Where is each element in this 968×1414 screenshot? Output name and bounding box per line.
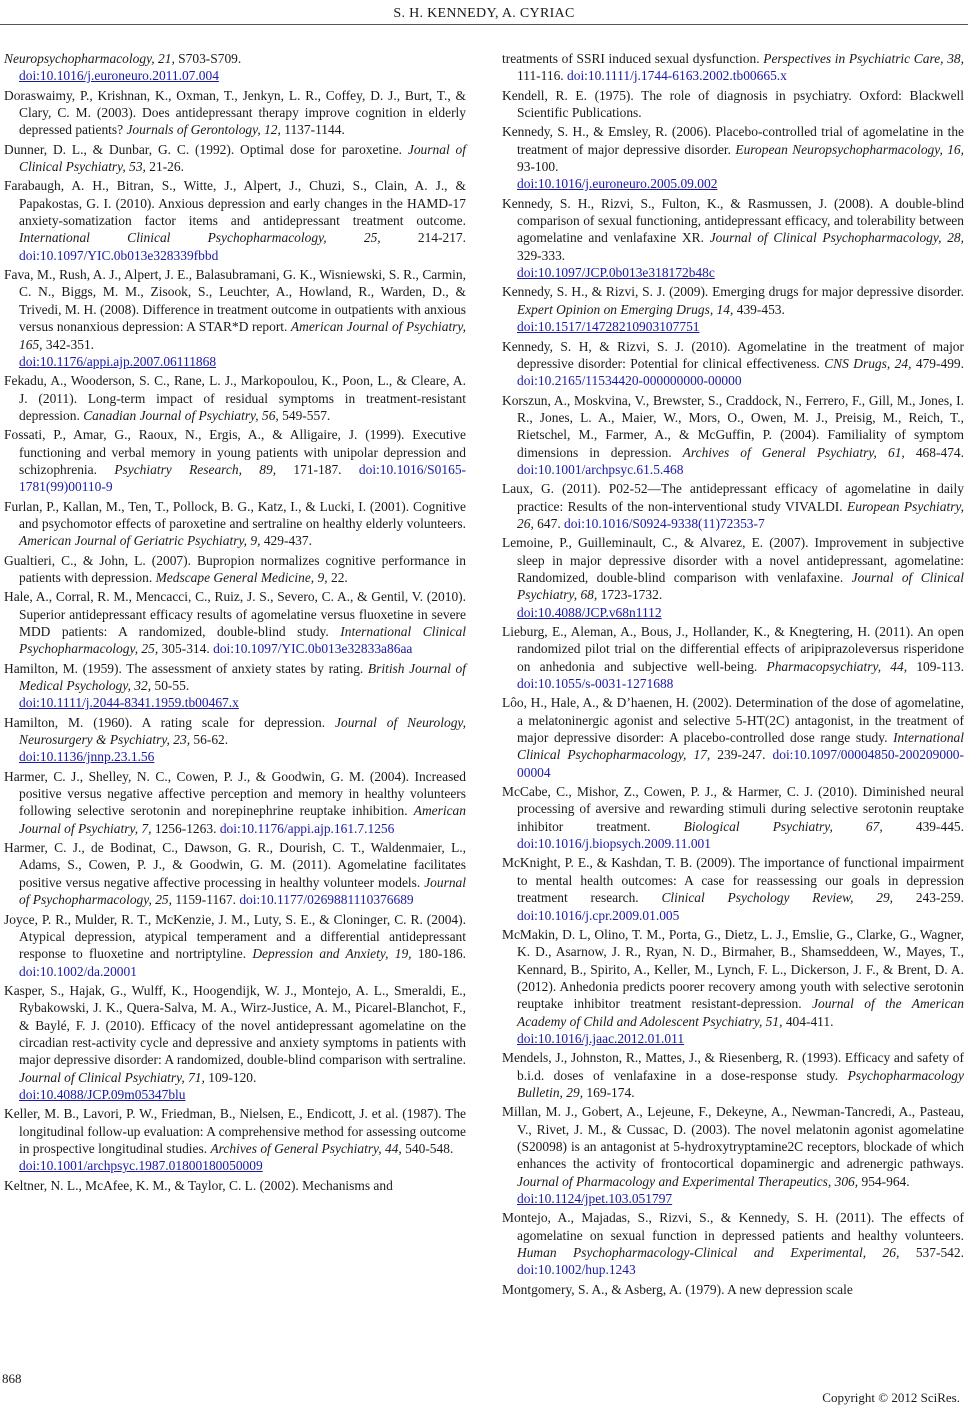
reference-journal: Biological Psychiatry, 67,: [683, 818, 883, 834]
reference-pages: 329-333.: [517, 247, 566, 263]
reference-journal: European Neuropsychopharmacology, 16,: [735, 141, 964, 157]
reference-journal: Pharmacopsychiatry, 44,: [766, 658, 908, 674]
reference-pages: 479-499.: [911, 355, 964, 371]
reference-entry: [4, 660, 466, 712]
reference-pages: 342-351.: [42, 336, 95, 352]
reference-entry: [4, 177, 466, 264]
reference-text: Hamilton, M. (1960). A rating scale for depression.: [4, 714, 336, 730]
reference-entry: [502, 694, 964, 781]
doi-link[interactable]: doi:10.1002/hup.1243: [517, 1262, 636, 1278]
doi-link[interactable]: doi:10.1097/JCP.0b013e318172b48c: [517, 265, 715, 281]
reference-entry: [502, 283, 964, 335]
reference-journal: Journal of Clinical Psychiatry, 53,: [19, 141, 466, 175]
reference-pages: 1723-1732.: [597, 587, 663, 603]
reference-entry: [4, 839, 466, 908]
reference-text: Gualtieri, C., & John, L. (2007). Bupropion normalizes cognitive performance in patients with depression.: [4, 552, 466, 585]
reference-entry: [502, 783, 964, 852]
reference-text: Lemoine, P., Guilleminault, C., & Alvarez, E. (2007). Improvement in subjective sleep in major depressive disorder with a novel antidepressant, agomelatine: Randomized, double-blind comparison with venlafaxine.: [502, 535, 964, 585]
reference-journal: American Journal of Geriatric Psychiatry, 9,: [19, 533, 261, 549]
reference-text: Kennedy, S. H, & Rizvi, S. J. (2010). Agomelatine in the treatment of major depressive disorder: Potential for clinical effectiveness.: [502, 338, 964, 371]
reference-text: Furlan, P., Kallan, M., Ten, T., Pollock, B. G., Katz, I., & Lucki, I. (2001). Cognitive and psychomotor effects of paroxetine and sertraline on healthy elderly volunteers.: [4, 498, 466, 531]
reference-journal: Perspectives in Psychiatric Care, 38,: [763, 51, 964, 66]
reference-pages: 647.: [533, 515, 565, 531]
doi-line: [517, 264, 964, 281]
doi-link[interactable]: doi:10.1177/0269881110376689: [239, 892, 414, 908]
reference-pages: 549-557.: [278, 407, 331, 423]
reference-journal: Journal of Neurology, Neurosurgery & Psychiatry, 23,: [19, 714, 466, 748]
reference-entry: [4, 982, 466, 1103]
doi-line: [19, 353, 466, 370]
reference-pages: 305-314.: [158, 641, 214, 657]
doi-line: [517, 175, 964, 192]
reference-journal: Depression and Anxiety, 19,: [252, 946, 412, 962]
reference-pages: 1256-1263.: [151, 820, 220, 836]
reference-journal: Journal of Pharmacology and Experimental Therapeutics, 306,: [517, 1173, 859, 1189]
reference-pages: 109-120.: [204, 1069, 257, 1085]
reference-text: McKnight, P. E., & Kashdan, T. B. (2009). The importance of functional impairment to mental health outcomes: A case for reassessing our goals in depression treatment research.: [502, 855, 964, 906]
doi-link[interactable]: doi:10.1517/14728210903107751: [517, 319, 700, 335]
doi-line: [19, 694, 466, 711]
reference-text: Dunner, D. L., & Dunbar, G. C. (1992). Optimal dose for paroxetine.: [4, 141, 408, 157]
reference-text: Fekadu, A., Wooderson, S. C., Rane, L. J., Markopoulou, K., Poon, L., & Cleare, A. J. (2011). Long-term impact of residual symptoms in treatment-resistant depression.: [4, 373, 466, 423]
reference-entry: [502, 87, 964, 122]
reference-entry: [502, 195, 964, 282]
reference-text: Kennedy, S. H., & Emsley, R. (2006). Placebo-controlled trial of agomelatine in the treatment of major depressive disorder.: [502, 124, 964, 157]
header-rule: [0, 24, 968, 25]
doi-line: [517, 1190, 964, 1207]
reference-journal: Archives of General Psychiatry, 44,: [210, 1140, 402, 1156]
reference-journal: Archives of General Psychiatry, 61,: [682, 444, 905, 460]
reference-journal: CNS Drugs, 24,: [824, 355, 912, 371]
reference-pages: 22.: [327, 569, 348, 585]
references-right-column: [502, 50, 964, 1300]
reference-text: Montgomery, S. A., & Asberg, A. (1979). A new depression scale: [502, 1281, 853, 1297]
reference-entry: [502, 480, 964, 532]
reference-pages: 214-217.: [380, 230, 466, 246]
doi-line: [19, 748, 466, 765]
reference-entry: [4, 1177, 466, 1194]
reference-text: Kennedy, S. H., & Rizvi, S. J. (2009). Emerging drugs for major depressive disorder.: [502, 284, 964, 300]
reference-text: Kennedy, S. H., Rizvi, S., Fulton, K., & Rasmussen, J. (2008). A double-blind comparison of sexual functioning, antidepressant efficacy, and tolerability between agomelatine and venlafaxine XR.: [502, 195, 964, 246]
reference-entry: [4, 426, 466, 495]
reference-pages: 404-411.: [782, 1013, 834, 1029]
reference-journal: Human Psychopharmacology-Clinical and Experimental, 26,: [517, 1245, 900, 1261]
reference-pages: 468-474.: [904, 444, 964, 460]
reference-entry: [4, 768, 466, 837]
doi-link[interactable]: doi:10.1002/da.20001: [19, 963, 137, 979]
doi-link[interactable]: doi:10.4088/JCP.09m05347blu: [19, 1086, 186, 1102]
reference-entry: [502, 534, 964, 621]
reference-pages: 439-453.: [733, 301, 785, 317]
reference-text: Hamilton, M. (1959). The assessment of anxiety states by rating.: [4, 660, 368, 676]
reference-text: Hale, A., Corral, R. M., Mencacci, C., Ruiz, J. S., Severo, C. A., & Gentil, V. (2010). Superior antidepressant efficacy results of agomelatine versus fluoxetine in severe MDD patients: A randomized, double-blind study.: [4, 589, 466, 639]
reference-text: Laux, G. (2011). P02-52—The antidepressant efficacy of agomelatine in daily practice: Results of the non-interventional study VIVALDI.: [502, 481, 964, 514]
reference-pages: 169-174.: [583, 1084, 635, 1100]
reference-journal: International Clinical Psychopharmacology, 25,: [19, 230, 381, 246]
reference-entry: [502, 123, 964, 192]
reference-journal: Journal of Clinical Psychiatry, 71,: [19, 1069, 205, 1085]
doi-link[interactable]: doi:10.1016/j.euroneuro.2005.09.002: [517, 176, 718, 192]
doi-link[interactable]: doi:10.1176/appi.ajp.161.7.1256: [219, 820, 395, 836]
reference-journal: American Journal of Psychiatry, 7,: [19, 803, 466, 836]
doi-link[interactable]: doi:10.1097/YIC.0b013e32833a86aa: [213, 641, 413, 657]
reference-entry: [4, 141, 466, 176]
running-head: S. H. KENNEDY, A. CYRIAC: [393, 6, 575, 21]
doi-link[interactable]: doi:10.1016/j.cpr.2009.01.005: [517, 907, 680, 923]
reference-journal: British Journal of Medical Psychology, 32,: [19, 660, 467, 694]
reference-entry: [502, 623, 964, 692]
reference-pages: 243-259.: [893, 890, 964, 906]
reference-entry: [4, 50, 466, 85]
reference-pages: 239-247.: [710, 747, 773, 763]
reference-entry: [4, 372, 466, 424]
doi-line: [19, 1157, 466, 1174]
reference-entry: [502, 1049, 964, 1101]
reference-entry: [4, 911, 466, 980]
doi-link[interactable]: doi:10.1111/j.1744-6163.2002.tb00665.x: [567, 68, 787, 84]
reference-text: treatments of SSRI induced sexual dysfunction.: [502, 51, 764, 66]
reference-text: Keltner, N. L., McAfee, K. M., & Taylor, C. L. (2002). Mechanisms and: [4, 1177, 393, 1193]
doi-link[interactable]: doi:10.1124/jpet.103.051797: [517, 1191, 673, 1206]
doi-link[interactable]: doi:10.1176/appi.ajp.2007.06111868: [19, 353, 217, 369]
doi-line: [517, 318, 964, 335]
doi-line: [517, 604, 964, 621]
reference-entry: [502, 50, 964, 85]
reference-text: Kendell, R. E. (1975). The role of diagnosis in psychiatry. Oxford: Blackwell Scientific Publications.: [502, 87, 964, 121]
doi-line: [19, 1086, 466, 1103]
reference-entry: [4, 1105, 466, 1174]
reference-pages: 111-116.: [517, 68, 568, 84]
doi-link[interactable]: doi:10.1001/archpsyc.61.5.468: [517, 461, 684, 477]
reference-pages: 439-445.: [882, 818, 964, 834]
reference-text: Farabaugh, A. H., Bitran, S., Witte, J., Alpert, J., Chuzi, S., Clain, A. J., & Papakostas, G. I. (2010). Anxious depression and early changes in the HAMD-17 anxiety-somatization factor items and antidepressant treatment outcome.: [4, 178, 466, 229]
doi-link[interactable]: doi:10.1016/j.jaac.2012.01.011: [517, 1030, 685, 1046]
doi-link[interactable]: doi:10.1016/S0165-1781(99)00110-9: [19, 461, 467, 495]
reference-journal: Journal of Clinical Psychiatry, 68,: [517, 569, 964, 603]
reference-text: Fava, M., Rush, A. J., Alpert, J. E., Balasubramani, G. K., Wisniewski, S. R., Carmin, C. N., Biggs, M. M., Zisook, S., Leuchter, A., Howland, R., Warden, D., & Trivedi, M. H. (2008). Difference in treatment outcome in outpatients with anxious versus nonanxious depression: A STAR*D report.: [4, 267, 466, 335]
reference-journal: American Journal of Psychiatry, 165,: [19, 319, 467, 352]
reference-journal: Neuropsychopharmacology, 21,: [4, 51, 175, 66]
reference-journal: Psychiatry Research, 89,: [114, 461, 277, 477]
reference-journal: Expert Opinion on Emerging Drugs, 14,: [517, 301, 734, 317]
reference-journal: European Psychiatry, 26,: [517, 498, 964, 531]
doi-link[interactable]: doi:10.1055/s-0031-1271688: [517, 676, 674, 692]
page-number: 868: [2, 1371, 22, 1386]
reference-text: Millan, M. J., Gobert, A., Lejeune, F., Dekeyne, A., Newman-Tancredi, A., Pasteau, V., Rivet, J. M., & Cussac, D. (2003). The novel melatonin agonist agomelatine (S20098) is an antagonist at 5-hydroxytryptamine2C receptors, blockade of which enhances the activity of frontocortical dopaminergic and adrenergic pathways.: [502, 1104, 964, 1172]
reference-journal: Canadian Journal of Psychiatry, 56,: [83, 407, 279, 423]
reference-journal: Journals of Gerontology, 12,: [126, 122, 281, 138]
reference-pages: 56-62.: [190, 732, 229, 748]
reference-entry: [4, 498, 466, 550]
reference-entry: [4, 588, 466, 657]
reference-text: Kasper, S., Hajak, G., Wulff, K., Hoogendijk, W. J., Montejo, A. L., Smeraldi, E., Rybakowski, J. K., Quera-Salva, M. A., Wirz-Justice, A. M., Picarel-Blanchot, F., & Baylé, F. J. (2010). Efficacy of the novel antidepressant agomelatine on the circadian rest-activity cycle and depressive and anxiety symptoms in patients with major depressive disorder: A randomized, double-blind comparison with sertraline.: [4, 982, 466, 1068]
doi-link[interactable]: doi:10.1016/j.euroneuro.2011.07.004: [19, 68, 219, 84]
doi-link[interactable]: doi:10.4088/JCP.v68n1112: [517, 604, 662, 620]
reference-entry: [4, 714, 466, 766]
reference-journal: International Clinical Psychopharmacology, 17,: [517, 730, 964, 763]
doi-link[interactable]: doi:10.1097/YIC.0b013e328339fbbd: [19, 247, 219, 263]
reference-entry: [4, 266, 466, 370]
reference-text: McMakin, D. L, Olino, T. M., Porta, G., Dietz, L. J., Emslie, G., Clarke, G., Wagner, K. D., Asarnow, J. R., Ryan, N. D., Birmaher, B., Shamseddeen, W., Mayes, T., Kennard, B., Spirito, A., Keller, M., Lynch, F. L., Dickerson, J. F., & Brent, D. A. (2012). Anhedonia predicts poorer recovery among youth with selective serotonin reuptake inhibitor treatment resistant-depression.: [502, 926, 964, 1012]
reference-entry: [502, 854, 964, 923]
reference-text: McCabe, C., Mishor, Z., Cowen, P. J., & Harmer, C. J. (2010). Diminished neural processing of aversive and rewarding stimuli during selective serotonin reuptake inhibitor treatment.: [502, 784, 964, 834]
reference-pages: 537-542.: [899, 1245, 964, 1261]
reference-entry: [502, 392, 964, 479]
reference-pages: 180-186.: [411, 946, 466, 962]
reference-text: Korszun, A., Moskvina, V., Brewster, S., Craddock, N., Ferrero, F., Gill, M., Jones, I. R., Jones, L. A., Maier, W., Mors, O., Owen, M. J., Preisig, M., Reich, T., Rietschel, M., Farmer, A., & McGuffin, P. (2004). Familiality of symptom dimensions in depression.: [502, 392, 964, 460]
reference-entry: [4, 552, 466, 587]
reference-entry: [502, 1209, 964, 1278]
reference-pages: 540-548.: [401, 1140, 454, 1156]
reference-pages: 171-187.: [276, 461, 359, 477]
reference-pages: 50-55.: [151, 678, 190, 694]
reference-entry: [502, 1281, 964, 1298]
doi-line: [517, 1030, 964, 1047]
reference-pages: 1159-1167.: [172, 892, 240, 908]
reference-text: Montejo, A., Majadas, S., Rizvi, S., & Kennedy, S. H. (2011). The effects of agomelatine on sexual function in depressed patients and healthy volunteers.: [502, 1210, 964, 1243]
doi-link[interactable]: doi:10.1016/S0924-9338(11)72353-7: [564, 515, 765, 531]
reference-text: Mendels, J., Johnston, R., Mattes, J., & Riesenberg, R. (1993). Efficacy and safety of b.i.d. doses of venlafaxine in a dose-response study.: [502, 1050, 964, 1083]
references-left-column: [4, 50, 466, 1196]
reference-entry: [4, 87, 466, 139]
doi-link[interactable]: doi:10.1016/j.biopsych.2009.11.001: [517, 836, 711, 852]
reference-text: Fossati, P., Amar, G., Raoux, N., Ergis, A., & Alligaire, J. (1999). Executive functioning and verbal memory in young patients with unipolar depression and schizophrenia.: [4, 427, 466, 477]
copyright-notice: Copyright © 2012 SciRes.: [822, 1390, 960, 1405]
reference-text: Harmer, C. J., Shelley, N. C., Cowen, P. J., & Goodwin, G. M. (2004). Increased positive versus negative affective perception and memory in healthy volunteers following selective serotonin and norepinephrine reuptake inhibition.: [4, 768, 466, 819]
doi-link[interactable]: doi:10.1001/archpsyc.1987.01800180050009: [19, 1158, 263, 1174]
reference-pages: 954-964.: [858, 1173, 910, 1189]
reference-pages: 109-113.: [907, 658, 964, 674]
reference-pages: 1137-1144.: [280, 122, 345, 138]
reference-text: Lôo, H., Hale, A., & D’haenen, H. (2002). Determination of the dose of agomelatine, a melatoninergic agonist and selective 5-HT(2C) antagonist, in the treatment of major depressive disorder: A placebo-controlled dose range study.: [502, 695, 964, 746]
reference-text: Harmer, C. J., de Bodinat, C., Dawson, G. R., Dourish, C. T., Waldenmaier, L., Adams, S., Cowen, P. J., & Goodwin, G. M. (2011). Agomelatine facilitates positive versus negative affective processing in healthy volunteer models.: [4, 840, 466, 890]
doi-link[interactable]: doi:10.1136/jnnp.23.1.56: [19, 749, 155, 765]
reference-journal: Medscape General Medicine, 9,: [155, 569, 328, 585]
reference-pages: 93-100.: [517, 159, 559, 175]
reference-text: Keller, M. B., Lavori, P. W., Friedman, B., Nielsen, E., Endicott, J. et al. (1987). The longitudinal follow-up evaluation: A comprehensive method for assessing outcome in prospective longitudinal studies.: [4, 1106, 466, 1156]
reference-journal: International Clinical Psychopharmacology, 25,: [19, 624, 466, 657]
reference-journal: Journal of the American Academy of Child and Adolescent Psychiatry, 51,: [517, 996, 964, 1029]
doi-link[interactable]: doi:10.1097/00004850-200209000-00004: [517, 747, 964, 780]
reference-journal: Journal of Clinical Psychopharmacology, 28,: [709, 230, 964, 246]
reference-journal: Clinical Psychology Review, 29,: [661, 890, 894, 906]
reference-text: Joyce, P. R., Mulder, R. T., McKenzie, J. M., Luty, S. E., & Cloninger, C. R. (2004). Atypical depression, atypical temperament and a differential antidepressant response to fluoxetine and nortriptyline.: [4, 911, 466, 962]
doi-link[interactable]: doi:10.1111/j.2044-8341.1959.tb00467.x: [19, 695, 239, 711]
reference-pages: 429-437.: [260, 533, 312, 549]
reference-pages: 21-26.: [145, 159, 184, 175]
reference-journal: Psychopharmacology Bulletin, 29,: [517, 1067, 964, 1100]
reference-entry: [502, 338, 964, 390]
doi-line: [19, 67, 466, 84]
reference-journal: Journal of Psychopharmacology, 25,: [19, 874, 466, 908]
reference-entry: [502, 926, 964, 1047]
reference-text: Lieburg, E., Aleman, A., Bous, J., Hollander, K., & Knegtering, H. (2011). An open randomized pilot trial on the differential effects of aripiprazoleversus risperidone on anhedonia and subjective well-being.: [502, 624, 964, 674]
reference-pages: S703-S709.: [174, 51, 242, 66]
doi-link[interactable]: doi:10.2165/11534420-000000000-00000: [517, 373, 742, 389]
reference-text: Doraswaimy, P., Krishnan, K., Oxman, T., Jenkyn, L. R., Coffey, D. J., Burt, T., & Clary, C. M. (2003). Does antidepressant therapy improve cognition in elderly depressed patients?: [4, 87, 466, 138]
reference-entry: [502, 1103, 964, 1207]
